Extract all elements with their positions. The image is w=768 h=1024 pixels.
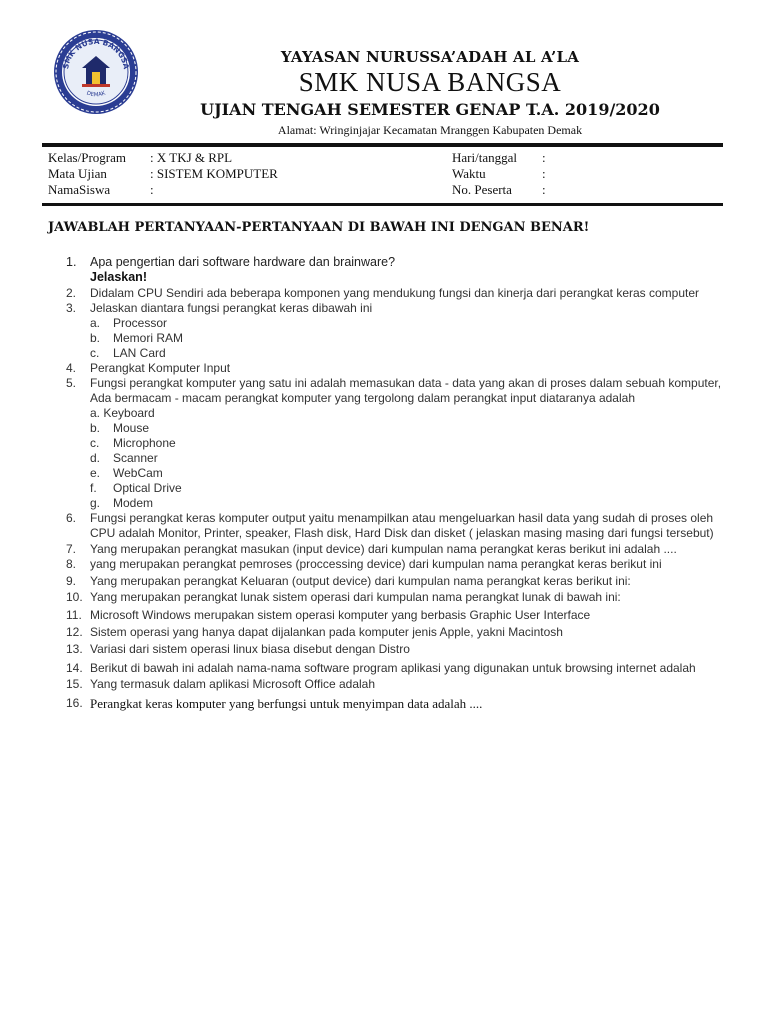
info-value: : SISTEM KOMPUTER <box>150 166 278 181</box>
question-number: 9. <box>66 574 77 588</box>
question-text: Yang termasuk dalam aplikasi Microsoft Office adalah <box>90 677 376 691</box>
question-number: 6. <box>66 511 77 525</box>
question-text: Yang merupakan perangkat Keluaran (output device) dari kumpulan nama perangkat keras berikut ini: <box>90 574 631 588</box>
sub-item: a. Keyboard <box>90 406 155 420</box>
question-number: 4. <box>66 361 77 375</box>
question-number: 2. <box>66 286 77 300</box>
question-text: Yang merupakan perangkat lunak sistem operasi dari kumpulan nama perangkat lunak di bawah ini: <box>90 590 621 604</box>
question-number: 12. <box>66 625 83 639</box>
sub-item: d. Scanner <box>90 451 158 465</box>
info-label: No. Peserta <box>452 182 512 197</box>
sub-item: c. LAN Card <box>90 346 166 360</box>
question-item <box>0 696 768 711</box>
info-value: : <box>542 150 546 165</box>
question-item <box>0 286 768 301</box>
info-label: Hari/tanggal <box>452 150 517 165</box>
info-value: : <box>542 166 546 181</box>
question-item <box>0 557 768 572</box>
question-item <box>0 642 768 657</box>
question-number: 11. <box>66 608 82 622</box>
info-value: : <box>150 182 154 197</box>
sub-item-list <box>90 406 728 511</box>
school-address: Alamat: Wringinjajar Kecamatan Mranggen Kabupaten Demak <box>277 123 583 137</box>
question-number: 1. <box>66 255 77 269</box>
question-number: 8. <box>66 557 77 571</box>
info-value: : <box>542 182 546 197</box>
student-info-left <box>48 150 408 200</box>
question-number: 16. <box>66 696 83 710</box>
question-text: Berikut di bawah ini adalah nama-nama software program aplikasi yang digunakan untuk browsing internet adalah <box>90 661 696 675</box>
question-text: yang merupakan perangkat pemroses (proccessing device) dari kumpulan nama perangkat keras berikut ini <box>90 557 662 571</box>
question-item <box>0 376 768 511</box>
school-logo <box>52 28 140 116</box>
question-text: Yang merupakan perangkat masukan (input device) dari kumpulan nama perangkat keras berikut ini adalah .... <box>90 542 677 556</box>
question-item <box>0 608 768 623</box>
question-text: Microsoft Windows merupakan sistem operasi komputer yang berbasis Graphic User Interface <box>90 608 591 622</box>
question-item <box>0 625 768 640</box>
question-item <box>0 574 768 589</box>
question-item <box>0 677 768 692</box>
question-text: Fungsi perangkat keras komputer output yaitu menampilkan atau mengeluarkan hasil data yang sudah di proses oleh CPU adalah Monitor, Printer, speaker, Flash disk, Hard Disk dan disket ( jelaskan masing masing dari fungsi tersebut) <box>90 511 714 540</box>
question-item <box>0 542 768 557</box>
question-number: 5. <box>66 376 77 390</box>
question-text: Perangkat Komputer Input <box>90 361 231 375</box>
question-list <box>0 255 768 711</box>
question-item <box>0 255 768 285</box>
question-item <box>0 361 768 376</box>
question-text: Didalam CPU Sendiri ada beberapa komponen yang mendukung fungsi dan kinerja dari perangkat keras computer <box>90 286 700 300</box>
info-label: Waktu <box>452 166 486 181</box>
question-text: Apa pengertian dari software hardware dan brainware? <box>90 255 396 269</box>
sub-item: b. Memori RAM <box>90 331 184 345</box>
question-note: Jelaskan! <box>90 270 147 284</box>
question-item <box>0 659 768 677</box>
logo-text-top: SMK NUSA BANGSA <box>61 36 131 70</box>
question-text: Fungsi perangkat komputer yang satu ini adalah memasukan data - data yang akan di proses dalam sebuah komputer, Ada bermacam - macam perangkat komputer yang tergolong dalam perangkat input diataranya adalah <box>90 376 722 405</box>
question-number: 10. <box>66 590 83 604</box>
student-info-right <box>452 150 712 200</box>
question-number: 13. <box>66 642 83 656</box>
header-divider-bottom <box>42 203 723 206</box>
question-text: Sistem operasi yang hanya dapat dijalankan pada komputer jenis Apple, yakni Macintosh <box>90 625 563 639</box>
question-number: 7. <box>66 542 77 556</box>
question-item <box>0 590 768 605</box>
info-value: : X TKJ & RPL <box>150 150 233 165</box>
question-text: Jelaskan diantara fungsi perangkat keras dibawah ini <box>90 301 373 315</box>
question-item <box>0 511 768 541</box>
logo-text-bottom: DEMAK <box>85 90 107 99</box>
sub-item-list <box>90 316 728 361</box>
question-text: Perangkat keras komputer yang berfungsi untuk menyimpan data adalah .... <box>90 696 483 711</box>
sub-item: a. Processor <box>90 316 168 330</box>
sub-item: c. Microphone <box>90 436 176 450</box>
instruction-heading: JAWABLAH PERTANYAAN-PERTANYAAN DI BAWAH INI DENGAN BENAR! <box>48 220 590 235</box>
question-number: 3. <box>66 301 77 315</box>
exam-title: UJIAN TENGAH SEMESTER GENAP T.A. 2019/2020 <box>200 100 660 119</box>
question-number: 15. <box>66 677 83 691</box>
school-name: SMK NUSA BANGSA <box>298 67 562 97</box>
info-label: Kelas/Program <box>48 150 126 165</box>
sub-item: e. WebCam <box>90 466 163 480</box>
info-label: Mata Ujian <box>48 166 107 181</box>
question-text: Variasi dari sistem operasi linux biasa disebut dengan Distro <box>90 642 410 656</box>
question-item <box>0 301 768 361</box>
foundation-name: YAYASAN NURUSSA’ADAH AL A’LA <box>280 48 580 66</box>
sub-item: b. Mouse <box>90 421 150 435</box>
header-divider-top <box>42 143 723 147</box>
sub-item: g. Modem <box>90 496 154 510</box>
info-label: NamaSiswa <box>48 182 111 197</box>
sub-item: f. Optical Drive <box>90 481 182 495</box>
question-number: 14. <box>66 661 83 675</box>
